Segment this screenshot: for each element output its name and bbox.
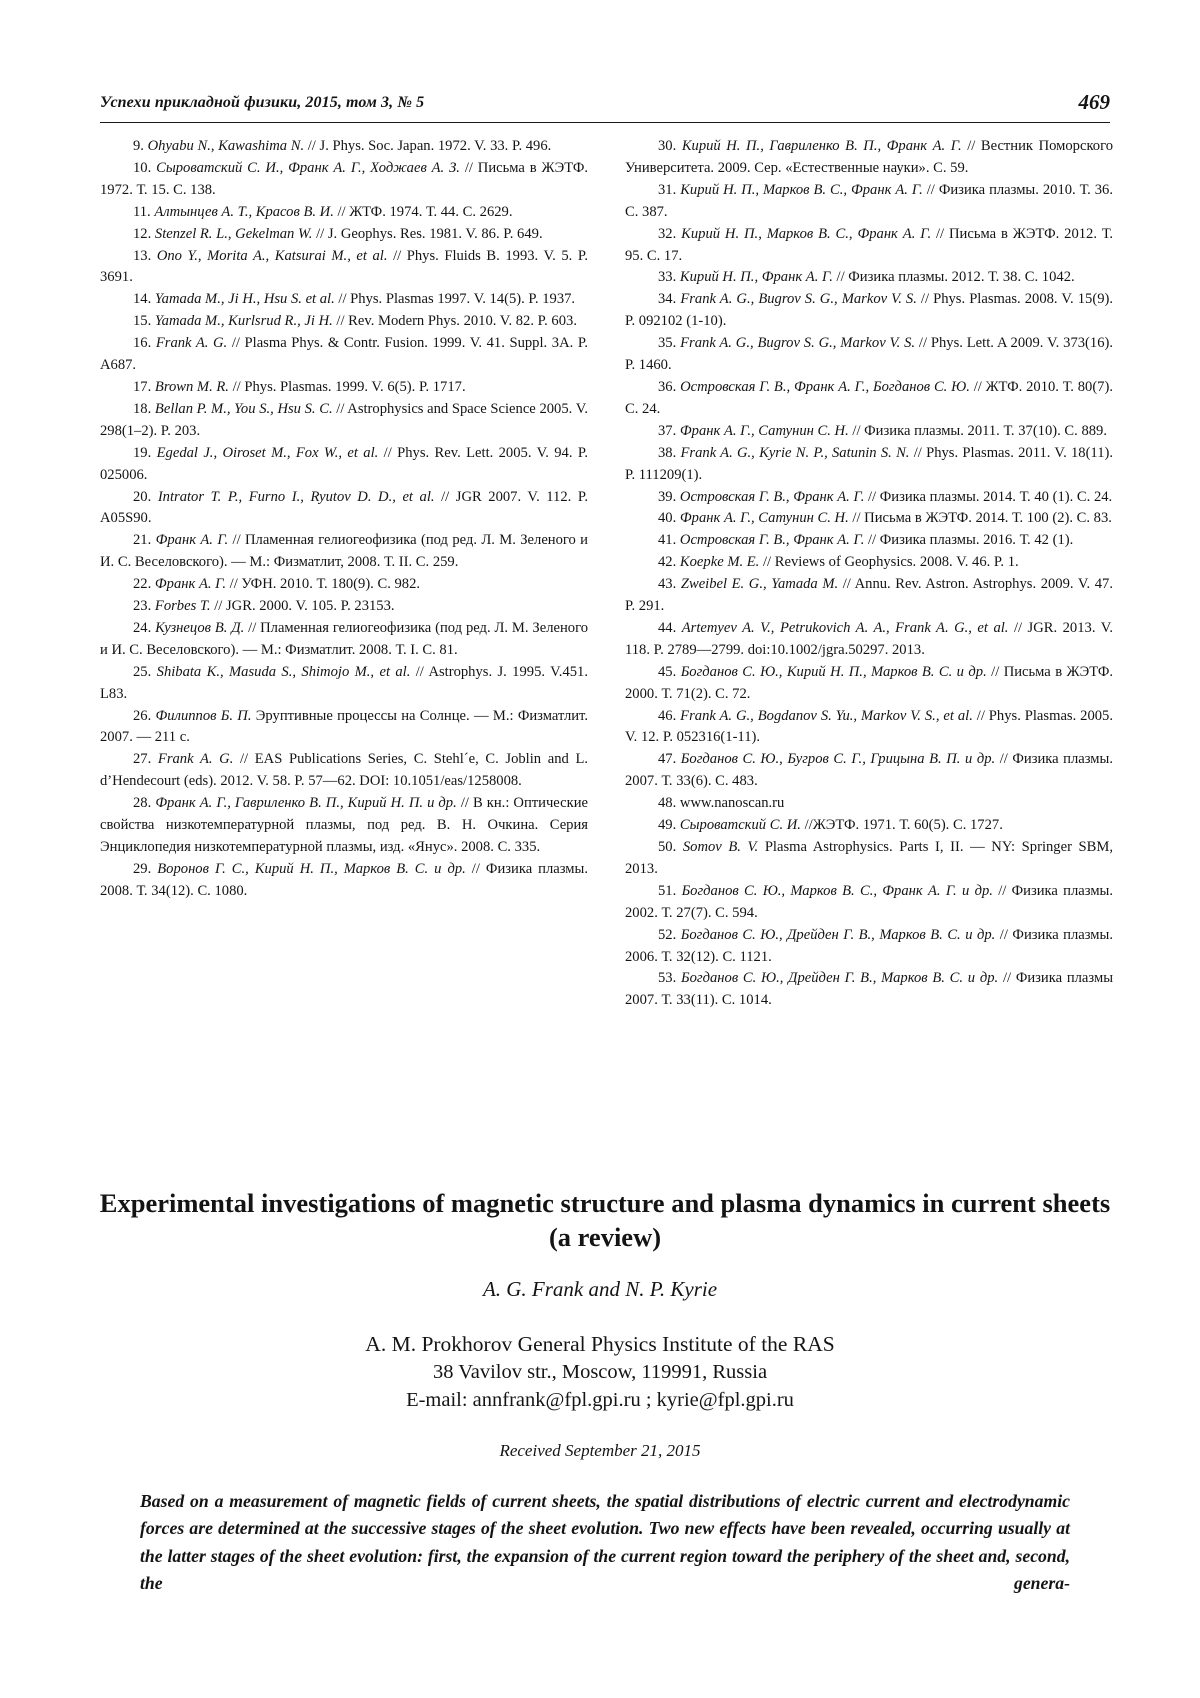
reference-item — [625, 574, 1113, 618]
reference-number: 17. — [133, 378, 152, 395]
reference-authors: Франк А. Г. — [155, 532, 229, 549]
reference-number: 43. — [658, 576, 677, 593]
reference-number: 27. — [133, 751, 152, 768]
header-rule — [100, 122, 1110, 123]
reference-number: 15. — [133, 313, 152, 330]
affiliation-block — [0, 1330, 1200, 1414]
reference-number: 9. — [133, 138, 144, 154]
reference-authors: Филиппов Б. П. — [155, 707, 252, 724]
reference-authors: Frank A. G., Kyrie N. P., Satunin S. N. — [680, 444, 910, 461]
reference-number: 46. — [658, 707, 677, 724]
reference-source: // Пламенная гелиогеофизика (под ред. Л. М. Зеленого и И. С. Веселовского). — М.: Физматлит. 2008. Т. I. С. 81. — [100, 619, 589, 658]
reference-number: 25. — [133, 663, 152, 680]
reference-source: // Rev. Modern Phys. 2010. V. 82. P. 603. — [332, 313, 577, 330]
reference-number: 33. — [658, 269, 677, 286]
reference-number: 12. — [133, 225, 152, 242]
address: 38 Vavilov str., Moscow, 119991, Russia — [432, 1361, 768, 1383]
reference-source: Plasma Astrophysics. Parts I, II. — NY: Springer SBM, 2013. — [625, 839, 1114, 877]
reference-authors: Artemyev A. V., Petrukovich A. A., Frank A. G., et al. — [681, 619, 1009, 636]
reference-source: // Astrophys. J. 1995. V.451. L83. — [100, 663, 588, 702]
reference-item — [625, 815, 1113, 837]
reference-source: // J. Geophys. Res. 1981. V. 86. P. 649. — [312, 225, 543, 242]
reference-source: // Annu. Rev. Astron. Astrophys. 2009. V. 47. P. 291. — [625, 576, 1113, 615]
reference-item — [100, 618, 588, 662]
reference-item — [625, 881, 1113, 925]
reference-number: 50. — [658, 839, 677, 855]
reference-number: 31. — [658, 181, 677, 198]
reference-source: // ЖТФ. 2010. Т. 80(7). С. 24. — [625, 378, 1113, 417]
reference-source: // Физика плазмы. 2002. Т. 27(7). С. 594. — [625, 882, 1114, 921]
reference-number: 36. — [658, 378, 677, 395]
reference-item — [625, 267, 1113, 289]
reference-authors: Ono Y., Morita A., Katsurai M., et al. — [156, 247, 388, 264]
reference-item — [100, 574, 588, 596]
reference-item — [625, 443, 1113, 487]
reference-source: // Физика плазмы. 2012. Т. 38. С. 1042. — [832, 269, 1075, 286]
reference-authors: Франк А. Г., Сатунин С. Н. — [679, 422, 849, 439]
reference-source: // Phys. Lett. A 2009. V. 373(16). P. 1460. — [625, 335, 1114, 374]
reference-item — [100, 136, 588, 158]
reference-item — [625, 837, 1113, 881]
reference-number: 42. — [658, 554, 677, 571]
reference-authors: Сыроватский С. И., Франк А. Г., Ходжаев А. З. — [156, 159, 460, 176]
reference-item — [100, 399, 588, 443]
reference-source: // Plasma Phys. & Contr. Fusion. 1999. V. 41. Suppl. 3A. P. A687. — [100, 335, 589, 374]
reference-item — [625, 925, 1113, 969]
institution: A. M. Prokhorov General Physics Institute of the RAS — [365, 1332, 835, 1356]
reference-item — [625, 968, 1113, 1012]
reference-authors: Zweibel E. G., Yamada M. — [680, 576, 839, 593]
reference-number: 52. — [658, 926, 677, 943]
reference-authors: Koepke M. E. — [679, 554, 760, 571]
reference-authors: Intrator T. P., Furno I., Ryutov D. D., et al. — [157, 488, 435, 505]
reference-number: 44. — [658, 619, 677, 636]
reference-item — [625, 333, 1113, 377]
reference-authors: Frank A. G. — [157, 751, 234, 768]
reference-authors: Островская Г. В., Франк А. Г., Богданов С. Ю. — [680, 378, 970, 395]
reference-number: 26. — [133, 707, 152, 724]
reference-authors: Кирий Н. П., Франк А. Г. — [679, 269, 833, 286]
reference-number: 29. — [133, 860, 152, 877]
reference-item — [625, 180, 1113, 224]
reference-number: 28. — [133, 795, 152, 812]
reference-number: 39. — [658, 488, 677, 505]
reference-item — [625, 552, 1113, 574]
reference-number: 20. — [133, 488, 152, 505]
reference-authors: Франк А. Г., Гавриленко В. П., Кирий Н. П. и др. — [155, 795, 457, 812]
reference-authors: Франк А. Г., Сатунин С. Н. — [679, 510, 849, 527]
reference-authors: Алтынцев А. Т., Красов В. И. — [154, 203, 334, 220]
reference-source: // Физика плазмы. 2011. Т. 37(10). С. 889. — [848, 422, 1107, 439]
reference-source: // Astrophysics and Space Science 2005. V. 298(1–2). P. 203. — [100, 400, 588, 439]
reference-source: www.nanoscan.ru — [679, 795, 785, 812]
reference-item — [625, 289, 1113, 333]
reference-authors: Кирий Н. П., Марков В. С., Франк А. Г. — [681, 225, 932, 242]
reference-item — [100, 596, 588, 618]
reference-source: // Физика плазмы. 2006. Т. 32(12). С. 1121. — [625, 926, 1113, 965]
reference-source: // Физика плазмы. 2014. Т. 40 (1). С. 24. — [864, 488, 1113, 505]
reference-number: 49. — [658, 817, 677, 834]
references-left-column — [100, 136, 588, 903]
reference-item — [100, 224, 588, 246]
received-date: Received September 21, 2015 — [499, 1441, 701, 1460]
page-number: 469 — [1078, 90, 1110, 114]
reference-source: // Письма в ЖЭТФ. 2014. Т. 100 (2). С. 83. — [848, 510, 1112, 527]
article-authors: A. G. Frank and N. P. Kyrie — [482, 1277, 718, 1301]
reference-authors: Богданов С. Ю., Бугров С. Г., Грицына В. П. и др. — [680, 751, 996, 768]
reference-item — [625, 136, 1113, 180]
reference-source: // Письма в ЖЭТФ. 1972. Т. 15. С. 138. — [100, 159, 588, 198]
reference-number: 23. — [133, 598, 152, 615]
reference-item — [100, 487, 588, 531]
reference-authors: Сыроватский С. И. — [679, 817, 801, 834]
reference-source: // Физика плазмы. 2008. Т. 34(12). С. 1080. — [100, 860, 588, 899]
reference-source: // Phys. Rev. Lett. 2005. V. 94. P. 025006. — [100, 444, 588, 483]
reference-item — [100, 530, 588, 574]
reference-number: 40. — [658, 510, 677, 527]
reference-item — [100, 793, 588, 859]
reference-authors: Brown M. R. — [154, 378, 229, 395]
running-head — [100, 92, 1110, 120]
reference-item — [625, 793, 1113, 815]
reference-source: // УФН. 2010. Т. 180(9). С. 982. — [226, 576, 421, 593]
reference-authors: Богданов С. Ю., Дрейден Г. В., Марков В. С. и др. — [680, 926, 996, 943]
reference-number: 32. — [658, 225, 677, 242]
reference-source: // JGR 2007. V. 112. P. A05S90. — [100, 488, 588, 527]
reference-number: 47. — [658, 751, 677, 768]
reference-source: // Письма в ЖЭТФ. 2012. Т. 95. С. 17. — [625, 225, 1113, 264]
reference-source: // Phys. Plasmas. 2011. V. 18(11). P. 111209(1). — [625, 444, 1113, 483]
reference-number: 18. — [133, 400, 152, 417]
reference-number: 21. — [133, 532, 152, 549]
reference-number: 14. — [133, 291, 152, 308]
reference-authors: Yamada M., Ji H., Hsu S. et al. — [154, 291, 335, 308]
reference-item — [625, 377, 1113, 421]
article-title: Experimental investigations of magnetic structure and plasma dynamics in current sheets (a review) — [99, 1188, 1111, 1252]
reference-authors: Богданов С. Ю., Дрейден Г. В., Марков В. С. и др. — [681, 970, 999, 987]
reference-authors: Bellan P. M., You S., Hsu S. C. — [154, 400, 333, 417]
reference-authors: Shibata K., Masuda S., Shimojo M., et al. — [156, 663, 411, 680]
email: E-mail: annfrank@fpl.gpi.ru ; kyrie@fpl.gpi.ru — [406, 1389, 794, 1411]
reference-authors: Франк А. Г. — [154, 576, 227, 593]
reference-authors: Воронов Г. С., Кирий Н. П., Марков В. С. и др. — [157, 860, 466, 877]
reference-authors: Кирий Н. П., Гавриленко В. П., Франк А. Г. — [681, 138, 962, 154]
references-right-column — [625, 136, 1113, 1012]
reference-authors: Богданов С. Ю., Кирий Н. П., Марков В. С. и др. — [680, 663, 987, 680]
reference-source: // Физика плазмы. 2016. Т. 42 (1). — [864, 532, 1074, 549]
reference-item — [100, 202, 588, 224]
reference-number: 51. — [658, 882, 677, 899]
reference-number: 34. — [658, 291, 677, 308]
reference-source: // Физика плазмы. 2007. Т. 33(6). С. 483. — [625, 751, 1113, 790]
reference-item — [100, 859, 588, 903]
reference-number: 53. — [658, 970, 677, 987]
reference-item — [100, 749, 588, 793]
reference-authors: Кирий Н. П., Марков В. С., Франк А. Г. — [680, 181, 923, 198]
reference-authors: Ohyabu N., Kawashima N. — [147, 138, 305, 154]
reference-number: 45. — [658, 663, 677, 680]
reference-authors: Богданов С. Ю., Марков В. С., Франк А. Г. и др. — [681, 882, 993, 899]
reference-source: // ЖТФ. 1974. Т. 44. С. 2629. — [333, 203, 513, 220]
reference-item — [625, 530, 1113, 552]
reference-number: 48. — [658, 795, 677, 812]
reference-source: // Phys. Plasmas. 2005. V. 12. P. 052316(1-11). — [625, 707, 1114, 746]
reference-source: // JGR. 2013. V. 118. P. 2789—2799. doi:10.1002/jgra.50297. 2013. — [625, 619, 1113, 658]
reference-source: // J. Phys. Soc. Japan. 1972. V. 33. P. 496. — [304, 138, 552, 154]
reference-authors: Egedal J., Oiroset M., Fox W., et al. — [156, 444, 379, 461]
reference-authors: Stenzel R. L., Gekelman W. — [154, 225, 313, 242]
reference-source: // Письма в ЖЭТФ. 2000. Т. 71(2). С. 72. — [625, 663, 1114, 702]
reference-number: 19. — [133, 444, 152, 461]
reference-item — [100, 706, 588, 750]
reference-source: // EAS Publications Series, C. Stehl´e, C. Joblin and L. d’Hendecourt (eds). 2012. V. 58. P. 57—62. DOI: 10.1051/eas/1258008. — [100, 751, 589, 790]
reference-authors: Yamada M., Kurlsrud R., Ji H. — [154, 313, 333, 330]
reference-authors: Forbes T. — [154, 598, 211, 615]
reference-item — [625, 224, 1113, 268]
reference-number: 30. — [658, 138, 677, 154]
reference-item — [625, 662, 1113, 706]
reference-item — [625, 706, 1113, 750]
reference-source: // Вестник Поморского Университета. 2009. Сер. «Естественные науки». С. 59. — [625, 138, 1114, 176]
reference-number: 24. — [133, 619, 152, 636]
reference-source: // Физика плазмы. 2010. Т. 36. С. 387. — [625, 181, 1113, 220]
reference-item — [100, 158, 588, 202]
reference-source: // Phys. Fluids B. 1993. V. 5. P. 3691. — [100, 247, 588, 286]
reference-authors: Кузнецов В. Д. — [155, 619, 245, 636]
reference-authors: Островская Г. В., Франк А. Г. — [679, 532, 865, 549]
reference-number: 16. — [133, 335, 152, 352]
reference-item — [100, 443, 588, 487]
reference-source: Эруптивные процессы на Солнце. — М.: Физматлит. 2007. — 211 с. — [100, 707, 588, 746]
reference-number: 35. — [658, 335, 677, 352]
journal-title: Успехи прикладной физики, 2015, том 3, № 5 — [100, 94, 425, 111]
reference-item — [625, 618, 1113, 662]
reference-item — [100, 333, 588, 377]
reference-authors: Frank A. G., Bogdanov S. Yu., Markov V. S., et al. — [680, 707, 973, 724]
reference-item — [625, 421, 1113, 443]
reference-item — [100, 246, 588, 290]
reference-item — [625, 749, 1113, 793]
reference-source: //ЖЭТФ. 1971. Т. 60(5). С. 1727. — [800, 817, 1003, 834]
reference-number: 13. — [133, 247, 152, 264]
reference-item — [100, 311, 588, 333]
abstract: Based on a measurement of magnetic fields of current sheets, the spatial distributions of electric current and electrodynamic forces are determined at the successive stages of the sheet evolution. Two new effects have been revealed, occurring usually at the latter stages of the sheet evolution: first, the expansion of the current region toward the periphery of the sheet and, second, the genera- — [140, 1491, 1070, 1594]
reference-authors: Somov B. V. — [682, 839, 759, 855]
reference-authors: Frank A. G., Bugrov S. G., Markov V. S. — [680, 291, 917, 308]
reference-item — [100, 662, 588, 706]
reference-source: // Phys. Plasmas. 1999. V. 6(5). P. 1717. — [228, 378, 466, 395]
reference-item — [100, 289, 588, 311]
reference-authors: Frank A. G., Bugrov S. G., Markov V. S. — [680, 335, 916, 352]
reference-item — [625, 508, 1113, 530]
reference-number: 22. — [133, 576, 152, 593]
reference-number: 11. — [133, 203, 151, 220]
reference-source: // Пламенная гелиогеофизика (под ред. Л. М. Зеленого и И. С. Веселовского). — М.: Физматлит, 2008. Т. II. С. 259. — [100, 532, 588, 571]
reference-source: // Phys. Plasmas. 2008. V. 15(9). P. 092102 (1-10). — [625, 291, 1114, 330]
reference-source: // В кн.: Оптические свойства низкотемпературной плазмы, под ред. В. Н. Очкина. Серия Энциклопедия низкотемпературной плазмы, изд. «Янус». 2008. С. 335. — [100, 795, 588, 855]
reference-number: 37. — [658, 422, 677, 439]
reference-item — [625, 487, 1113, 509]
reference-source: // Phys. Plasmas 1997. V. 14(5). P. 1937. — [334, 291, 576, 308]
reference-source: // Физика плазмы 2007. Т. 33(11). С. 1014. — [625, 970, 1114, 1009]
reference-number: 41. — [658, 532, 677, 549]
reference-item — [100, 377, 588, 399]
reference-number: 10. — [133, 159, 152, 176]
reference-authors: Островская Г. В., Франк А. Г. — [679, 488, 865, 505]
reference-source: // JGR. 2000. V. 105. P. 23153. — [210, 598, 395, 615]
reference-authors: Frank A. G. — [155, 335, 228, 352]
reference-number: 38. — [658, 444, 677, 461]
reference-source: // Reviews of Geophysics. 2008. V. 46. P. 1. — [759, 554, 1019, 571]
